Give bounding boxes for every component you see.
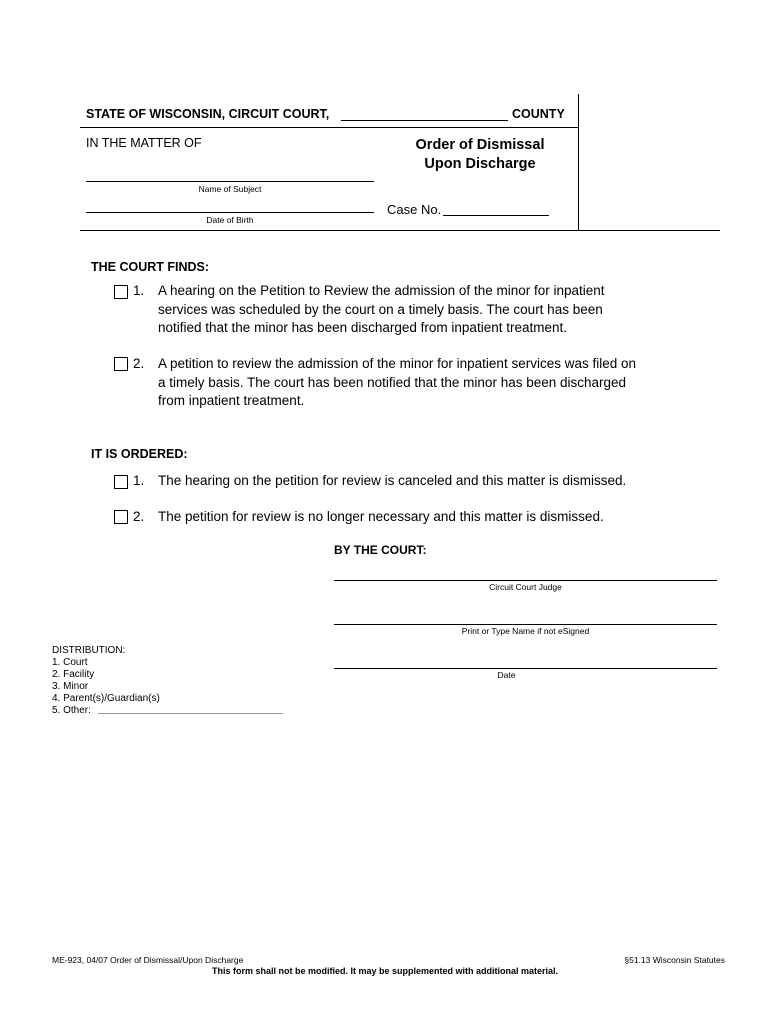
header-bottom-rule: [80, 230, 720, 231]
statute-reference: §51.13 Wisconsin Statutes: [624, 955, 725, 965]
date-signed-line[interactable]: [334, 668, 717, 669]
date-label: Date: [497, 670, 516, 680]
print-name-label: Print or Type Name if not eSigned: [461, 626, 590, 636]
by-the-court-label: BY THE COURT:: [334, 543, 427, 557]
in-the-matter-of-label: IN THE MATTER OF: [86, 136, 202, 150]
finding-1-text: [158, 282, 678, 338]
date-of-birth-label: Date of Birth: [206, 215, 254, 225]
form-id: ME-923, 04/07 Order of Dismissal/Upon Discharge: [52, 955, 244, 965]
order-2-text: The petition for review is no longer necessary and this matter is dismissed.: [158, 509, 604, 524]
distribution-item: 2. Facility: [52, 669, 95, 680]
county-name-line[interactable]: [341, 120, 508, 121]
distribution-item: 4. Parent(s)/Guardian(s): [52, 693, 160, 704]
modification-notice: This form shall not be modified. It may be supplemented with additional material.: [211, 966, 559, 976]
finding-2-text: [158, 355, 698, 411]
finding-1-number: 1.: [133, 283, 145, 298]
distribution-item: 3. Minor: [52, 681, 89, 692]
finding-2-checkbox[interactable]: [114, 357, 128, 371]
title-line-2: Upon Discharge: [424, 156, 536, 172]
distribution-item: 1. Court: [52, 657, 88, 668]
document-title: [380, 136, 580, 174]
distribution-other-line[interactable]: [98, 713, 283, 714]
name-of-subject-line[interactable]: [86, 181, 374, 182]
distribution-heading: DISTRIBUTION:: [52, 645, 126, 656]
finding-1-checkbox[interactable]: [114, 285, 128, 299]
order-1-text: The hearing on the petition for review is canceled and this matter is dismissed.: [158, 473, 627, 488]
distribution-list: [52, 645, 160, 717]
case-no-line[interactable]: [443, 215, 549, 216]
distribution-item: 5. Other:: [52, 705, 91, 716]
finding-2-line-2: a timely basis. The court has been notified that the minor has been discharged: [158, 374, 627, 390]
judge-signature-line[interactable]: [334, 580, 717, 581]
judge-label: Circuit Court Judge: [489, 582, 562, 592]
order-1-checkbox[interactable]: [114, 475, 128, 489]
finding-2-number: 2.: [133, 356, 145, 371]
finding-1-line-1: A hearing on the Petition to Review the admission of the minor for inpatient: [158, 283, 605, 298]
finding-1-line-2: services was scheduled by the court on a timely basis. The court has been: [158, 301, 603, 317]
case-no-label: Case No.: [387, 202, 442, 217]
county-label: COUNTY: [512, 107, 565, 121]
header-divider: [80, 127, 578, 128]
date-of-birth-line[interactable]: [86, 212, 374, 213]
print-name-line[interactable]: [334, 624, 717, 625]
order-1-number: 1.: [133, 473, 145, 488]
court-finds-heading: THE COURT FINDS:: [91, 260, 210, 274]
title-line-1: Order of Dismissal: [415, 137, 545, 153]
order-2-number: 2.: [133, 509, 145, 524]
it-is-ordered-heading: IT IS ORDERED:: [91, 447, 188, 461]
finding-2-line-3: from inpatient treatment.: [158, 393, 305, 408]
name-of-subject-label: Name of Subject: [198, 184, 262, 194]
court-heading: STATE OF WISCONSIN, CIRCUIT COURT,: [86, 107, 330, 121]
order-2-checkbox[interactable]: [114, 510, 128, 524]
finding-2-line-1: A petition to review the admission of the minor for inpatient services was filed on: [158, 356, 636, 371]
finding-1-line-3: notified that the minor has been discharged from inpatient treatment.: [158, 320, 567, 335]
